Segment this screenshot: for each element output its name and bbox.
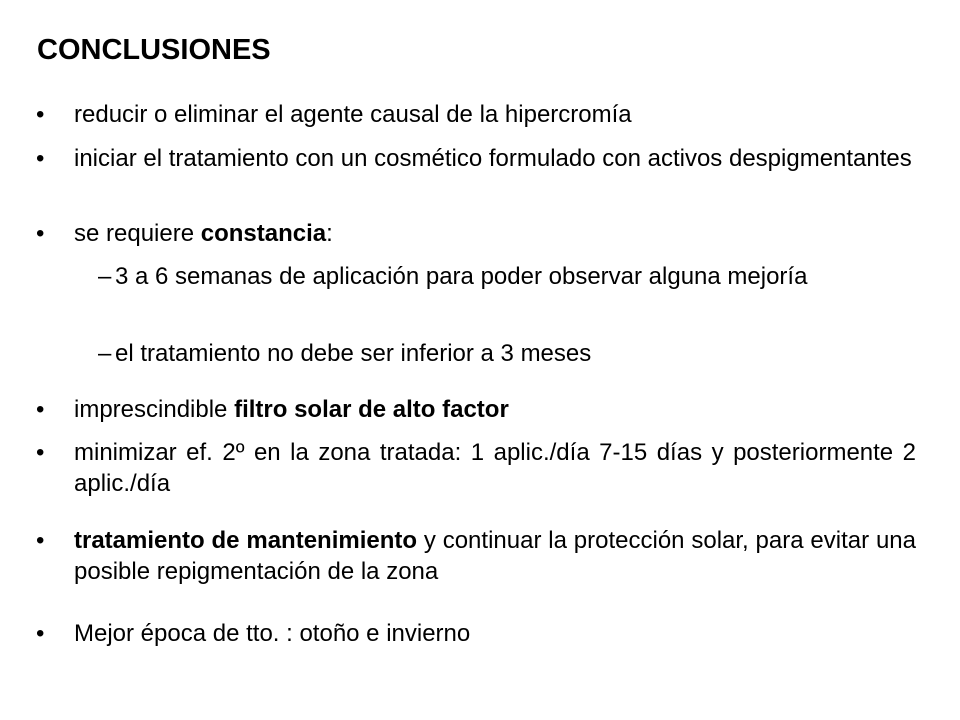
text-run: imprescindible bbox=[74, 396, 235, 423]
bullet-icon: • bbox=[36, 439, 45, 466]
text-run: : bbox=[326, 220, 333, 247]
bold-emphasis: tratamiento de mantenimiento bbox=[74, 527, 418, 554]
bullet-icon: • bbox=[36, 220, 45, 247]
bullet-icon: • bbox=[36, 101, 45, 128]
text-run: se requiere bbox=[74, 220, 201, 247]
dash-icon: – bbox=[98, 340, 112, 367]
text-run: y continuar la protección solar, para evitar una posible repigmentación de la zona bbox=[74, 527, 916, 585]
bullet-text: reducir o eliminar el agente causal de la hipercromía bbox=[74, 101, 632, 128]
sub-bullet-text: el tratamiento no debe ser inferior a 3 meses bbox=[115, 340, 592, 367]
bullet-text: Mejor época de tto. : otoño e invierno bbox=[74, 620, 471, 647]
bold-emphasis: filtro solar de alto factor bbox=[234, 396, 509, 423]
bullet-text bbox=[74, 394, 916, 425]
slide-title: CONCLUSIONES bbox=[37, 34, 271, 66]
bullet-icon: • bbox=[36, 145, 45, 172]
bullet-icon: • bbox=[36, 527, 45, 554]
sub-bullet-text: 3 a 6 semanas de aplicación para poder observar alguna mejoría bbox=[115, 263, 808, 290]
bold-emphasis: constancia bbox=[200, 220, 327, 247]
bullet-text: minimizar ef. 2º en la zona tratada: 1 aplic./día 7-15 días y posteriormente 2 aplic./día bbox=[74, 439, 916, 497]
bullet-icon: • bbox=[36, 396, 45, 423]
bullet-text bbox=[74, 525, 916, 587]
bullet-text bbox=[74, 218, 916, 249]
dash-icon: – bbox=[98, 263, 112, 290]
bullet-icon: • bbox=[36, 620, 45, 647]
bullet-text: iniciar el tratamiento con un cosmético formulado con activos despigmentantes bbox=[74, 145, 912, 172]
